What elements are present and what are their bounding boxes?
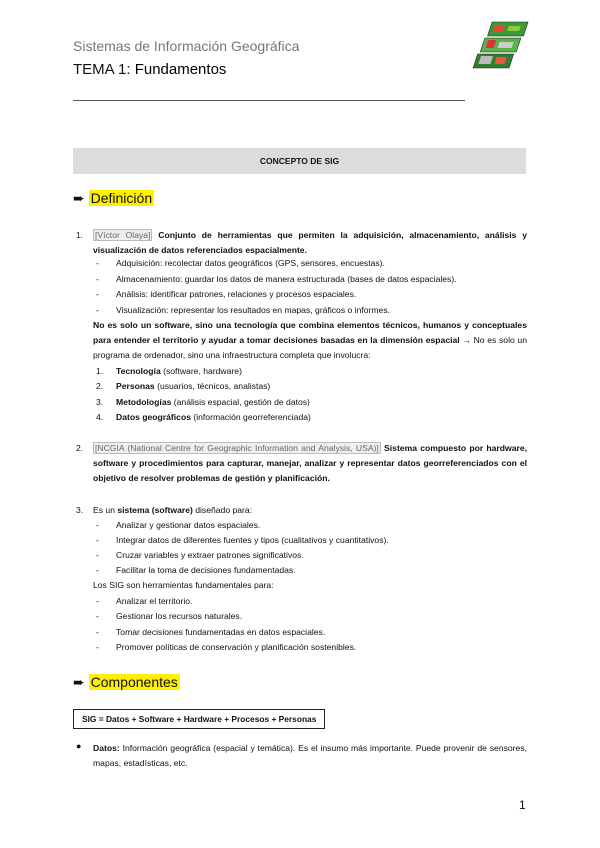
list-item: - Almacenamiento: guardar los datos de manera estructurada (bases de datos espaciales). [96, 274, 457, 284]
topic-title [73, 61, 226, 78]
list-item: - Adquisición: recolectar datos geográficos (GPS, sensores, encuestas). [96, 258, 385, 268]
ordered-item: 2. Personas (usuarios, técnicos, analistas) [96, 381, 271, 391]
arrow-right-icon: ➨ [73, 190, 85, 206]
list-number: 2. [76, 443, 84, 453]
list-number: 1. [76, 230, 84, 240]
definition-3-intro2: Los SIG son herramientas fundamentales para: [93, 580, 274, 590]
bullet-icon: ● [76, 741, 82, 751]
list-item: - Gestionar los recursos naturales. [96, 611, 243, 621]
component-label: Datos: [93, 743, 120, 753]
section-title: Componentes [90, 674, 178, 690]
list-number: 3. [76, 505, 84, 515]
definition-text: Sistema compuesto por hardware, software y procedimientos para capturar, manejar, analizar y representar datos georreferenciados con el objetivo de resolver problemas de gestión y planificación. [93, 443, 527, 483]
list-item: - Promover políticas de conservación y planificación sostenibles. [96, 642, 357, 652]
definition-3-intro: Es un sistema (software) diseñado para: [93, 505, 253, 515]
definition-1 [93, 228, 527, 258]
list-item: - Analizar y gestionar datos espaciales. [96, 520, 261, 530]
definition-1-note [93, 318, 527, 363]
definition-text: Conjunto de herramientas que permiten la adquisición, almacenamiento, análisis y visualización de datos referenciados espacialmente. [93, 230, 527, 255]
ordered-item: 1. Tecnología (software, hardware) [96, 366, 242, 376]
list-item: - Visualización: representar los resultados en mapas, gráficos o informes. [96, 305, 391, 315]
definition-2 [93, 441, 527, 486]
list-item: - Análisis: identificar patrones, relaciones y procesos espaciales. [96, 289, 357, 299]
list-item: - Facilitar la toma de decisiones fundamentadas. [96, 565, 296, 575]
gis-layers-logo-icon [472, 16, 532, 76]
ordered-item: 3. Metodologías (análisis espacial, gestión de datos) [96, 397, 310, 407]
topic-name: Fundamentos [134, 61, 227, 78]
citation: [NCGIA (National Centre for Geographic Information and Analysis, USA)] [95, 443, 379, 453]
note-bold: No es solo un software, sino una tecnología que combina elementos técnicos, humanos y conceptuales para entender el territorio y ayudar a tomar decisiones basadas en la dimensión espacial [93, 320, 527, 345]
note-rest: → No es solo un programa de ordenador, sino una infraestructura completa que involucra: [93, 335, 527, 360]
formula-box: SIG = Datos + Software + Hardware + Procesos + Personas [73, 709, 325, 729]
ordered-item: 4. Datos geográficos (información georreferenciada) [96, 412, 311, 422]
list-item: - Analizar el territorio. [96, 596, 193, 606]
section-band-title: CONCEPTO DE SIG [73, 148, 526, 174]
section-title: Definición [90, 190, 153, 206]
topic-prefix: TEMA 1: [73, 61, 135, 78]
arrow-right-icon: ➨ [73, 674, 85, 690]
list-item: - Integrar datos de diferentes fuentes y tipos (cualitativos y cuantitativos). [96, 535, 389, 545]
citation: [Víctor Olaya] [95, 230, 151, 240]
header-divider [73, 100, 465, 101]
section-heading-definicion [73, 190, 154, 207]
list-item: - Tomar decisiones fundamentadas en datos espaciales. [96, 627, 326, 637]
section-heading-componentes [73, 674, 180, 691]
list-item: - Cruzar variables y extraer patrones significativos. [96, 550, 304, 560]
component-datos [93, 741, 527, 771]
document-site-title: Sistemas de Información Geográfica [73, 38, 300, 54]
component-text: Información geográfica (espacial y temática). Es el insumo más importante. Puede provenir de sensores, mapas, estadísticas, etc. [93, 743, 527, 768]
page-number: 1 [519, 798, 526, 812]
